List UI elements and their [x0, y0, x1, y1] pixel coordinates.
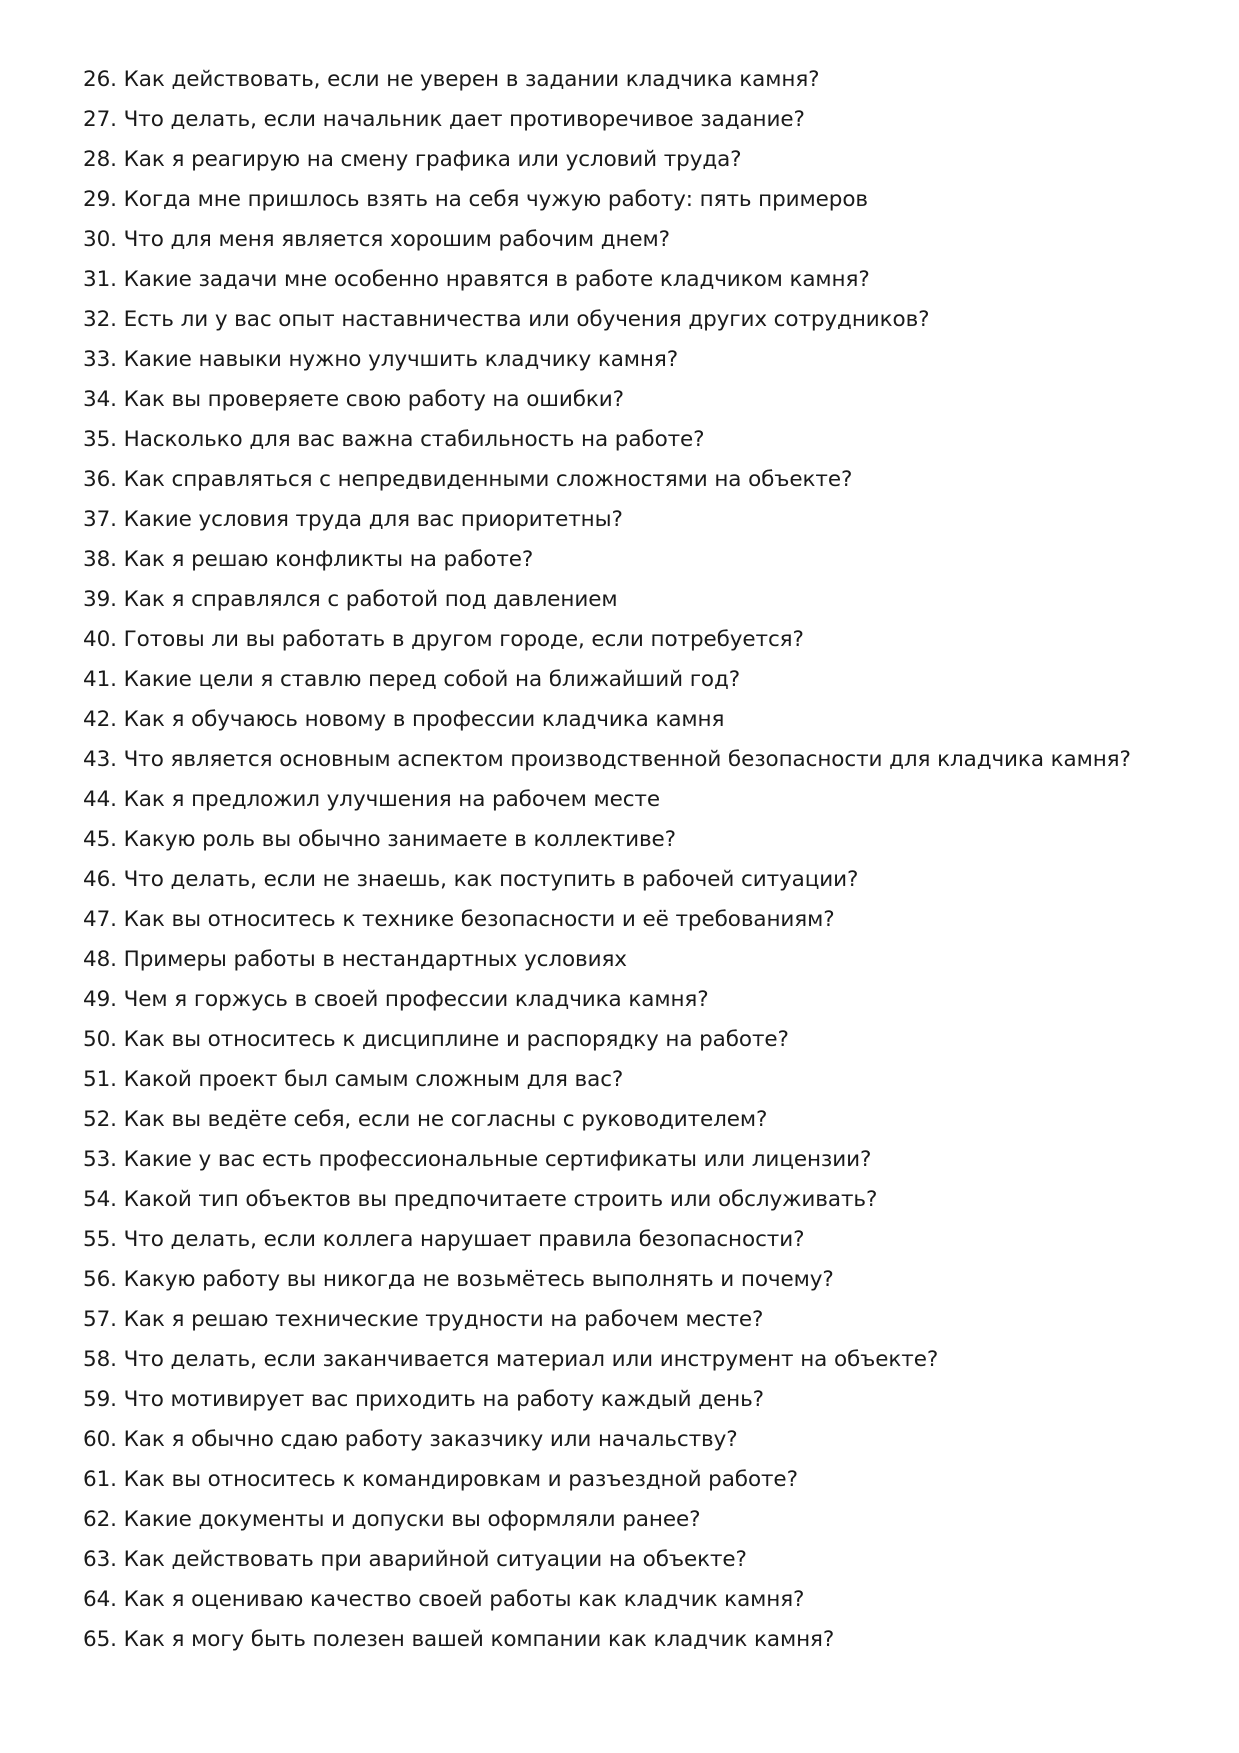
question-number: 65.	[83, 1627, 117, 1652]
question-item	[83, 940, 1203, 980]
question-number: 28.	[83, 147, 117, 172]
question-number: 38.	[83, 547, 117, 572]
question-number: 50.	[83, 1027, 117, 1052]
question-item	[83, 1500, 1203, 1540]
question-text: Что является основным аспектом производственной безопасности для кладчика камня?	[123, 747, 1131, 772]
question-item	[83, 1260, 1203, 1300]
question-number: 61.	[83, 1467, 117, 1492]
question-number: 45.	[83, 827, 117, 852]
question-item	[83, 180, 1203, 220]
question-number: 55.	[83, 1227, 117, 1252]
question-item	[83, 1100, 1203, 1140]
question-item	[83, 300, 1203, 340]
question-text: Какую работу вы никогда не возьмётесь выполнять и почему?	[123, 1267, 834, 1292]
question-text: Какие у вас есть профессиональные сертификаты или лицензии?	[123, 1147, 872, 1172]
question-item	[83, 1580, 1203, 1620]
question-number: 41.	[83, 667, 117, 692]
question-item	[83, 260, 1203, 300]
question-text: Примеры работы в нестандартных условиях	[123, 947, 627, 972]
question-number: 31.	[83, 267, 117, 292]
question-text: Насколько для вас важна стабильность на работе?	[123, 427, 705, 452]
question-number: 49.	[83, 987, 117, 1012]
question-number: 52.	[83, 1107, 117, 1132]
question-text: Как я оцениваю качество своей работы как кладчик камня?	[123, 1587, 805, 1612]
question-item	[83, 420, 1203, 460]
question-item	[83, 100, 1203, 140]
question-number: 54.	[83, 1187, 117, 1212]
question-item	[83, 1180, 1203, 1220]
question-text: Какую роль вы обычно занимаете в коллективе?	[123, 827, 676, 852]
question-item	[83, 1380, 1203, 1420]
question-number: 35.	[83, 427, 117, 452]
question-item	[83, 660, 1203, 700]
question-text: Какие навыки нужно улучшить кладчику камня?	[123, 347, 679, 372]
question-item	[83, 780, 1203, 820]
question-text: Как вы относитесь к дисциплине и распорядку на работе?	[123, 1027, 789, 1052]
question-text: Что делать, если не знаешь, как поступить в рабочей ситуации?	[123, 867, 859, 892]
question-item	[83, 900, 1203, 940]
question-item	[83, 1620, 1203, 1660]
question-number: 32.	[83, 307, 117, 332]
question-number: 29.	[83, 187, 117, 212]
question-number: 60.	[83, 1427, 117, 1452]
question-text: Как я решаю технические трудности на рабочем месте?	[123, 1307, 764, 1332]
question-text: Что для меня является хорошим рабочим днем?	[123, 227, 670, 252]
question-item	[83, 740, 1203, 780]
question-item	[83, 60, 1203, 100]
question-item	[83, 1140, 1203, 1180]
question-text: Какой проект был самым сложным для вас?	[123, 1067, 624, 1092]
question-list	[83, 60, 1203, 1660]
question-number: 56.	[83, 1267, 117, 1292]
question-number: 30.	[83, 227, 117, 252]
question-item	[83, 620, 1203, 660]
question-number: 46.	[83, 867, 117, 892]
question-number: 59.	[83, 1387, 117, 1412]
question-number: 26.	[83, 67, 117, 92]
question-number: 51.	[83, 1067, 117, 1092]
question-text: Что делать, если заканчивается материал или инструмент на объекте?	[123, 1347, 939, 1372]
question-item	[83, 220, 1203, 260]
question-text: Как вы проверяете свою работу на ошибки?	[123, 387, 624, 412]
question-item	[83, 340, 1203, 380]
question-item	[83, 140, 1203, 180]
question-number: 27.	[83, 107, 117, 132]
question-number: 34.	[83, 387, 117, 412]
question-item	[83, 460, 1203, 500]
question-item	[83, 540, 1203, 580]
question-item	[83, 860, 1203, 900]
question-number: 36.	[83, 467, 117, 492]
question-number: 53.	[83, 1147, 117, 1172]
question-text: Есть ли у вас опыт наставничества или обучения других сотрудников?	[123, 307, 930, 332]
question-text: Что мотивирует вас приходить на работу каждый день?	[123, 1387, 764, 1412]
question-number: 33.	[83, 347, 117, 372]
question-text: Как я обучаюсь новому в профессии кладчика камня	[123, 707, 725, 732]
question-number: 40.	[83, 627, 117, 652]
question-item	[83, 1020, 1203, 1060]
question-number: 64.	[83, 1587, 117, 1612]
question-text: Как я предложил улучшения на рабочем месте	[123, 787, 660, 812]
question-text: Как я могу быть полезен вашей компании как кладчик камня?	[123, 1627, 835, 1652]
question-text: Когда мне пришлось взять на себя чужую работу: пять примеров	[123, 187, 868, 212]
question-text: Как вы относитесь к технике безопасности и её требованиям?	[123, 907, 835, 932]
question-text: Как вы относитесь к командировкам и разъездной работе?	[123, 1467, 798, 1492]
question-number: 62.	[83, 1507, 117, 1532]
question-text: Какие условия труда для вас приоритетны?	[123, 507, 623, 532]
question-item	[83, 1220, 1203, 1260]
question-text: Как я реагирую на смену графика или условий труда?	[123, 147, 742, 172]
question-text: Как я решаю конфликты на работе?	[123, 547, 534, 572]
question-text: Как вы ведёте себя, если не согласны с руководителем?	[123, 1107, 768, 1132]
question-number: 63.	[83, 1547, 117, 1572]
question-item	[83, 1540, 1203, 1580]
question-text: Какие задачи мне особенно нравятся в работе кладчиком камня?	[123, 267, 870, 292]
question-text: Как справляться с непредвиденными сложностями на объекте?	[123, 467, 853, 492]
question-item	[83, 1460, 1203, 1500]
question-number: 47.	[83, 907, 117, 932]
question-text: Что делать, если коллега нарушает правила безопасности?	[123, 1227, 805, 1252]
question-number: 39.	[83, 587, 117, 612]
question-item	[83, 1340, 1203, 1380]
question-item	[83, 700, 1203, 740]
question-text: Готовы ли вы работать в другом городе, если потребуется?	[123, 627, 804, 652]
question-number: 48.	[83, 947, 117, 972]
question-text: Что делать, если начальник дает противоречивое задание?	[123, 107, 805, 132]
question-number: 37.	[83, 507, 117, 532]
question-text: Как я обычно сдаю работу заказчику или начальству?	[123, 1427, 738, 1452]
question-item	[83, 580, 1203, 620]
question-item	[83, 1060, 1203, 1100]
question-number: 42.	[83, 707, 117, 732]
question-item	[83, 1300, 1203, 1340]
question-item	[83, 500, 1203, 540]
question-text: Какие цели я ставлю перед собой на ближайший год?	[123, 667, 741, 692]
question-item	[83, 1420, 1203, 1460]
question-text: Какой тип объектов вы предпочитаете строить или обслуживать?	[123, 1187, 878, 1212]
question-number: 57.	[83, 1307, 117, 1332]
question-number: 44.	[83, 787, 117, 812]
question-number: 58.	[83, 1347, 117, 1372]
question-item	[83, 820, 1203, 860]
question-text: Как действовать, если не уверен в задании кладчика камня?	[123, 67, 820, 92]
question-text: Как я справлялся с работой под давлением	[123, 587, 618, 612]
question-text: Чем я горжусь в своей профессии кладчика камня?	[123, 987, 709, 1012]
question-item	[83, 380, 1203, 420]
question-text: Какие документы и допуски вы оформляли ранее?	[123, 1507, 701, 1532]
question-number: 43.	[83, 747, 117, 772]
question-item	[83, 980, 1203, 1020]
question-text: Как действовать при аварийной ситуации на объекте?	[123, 1547, 747, 1572]
